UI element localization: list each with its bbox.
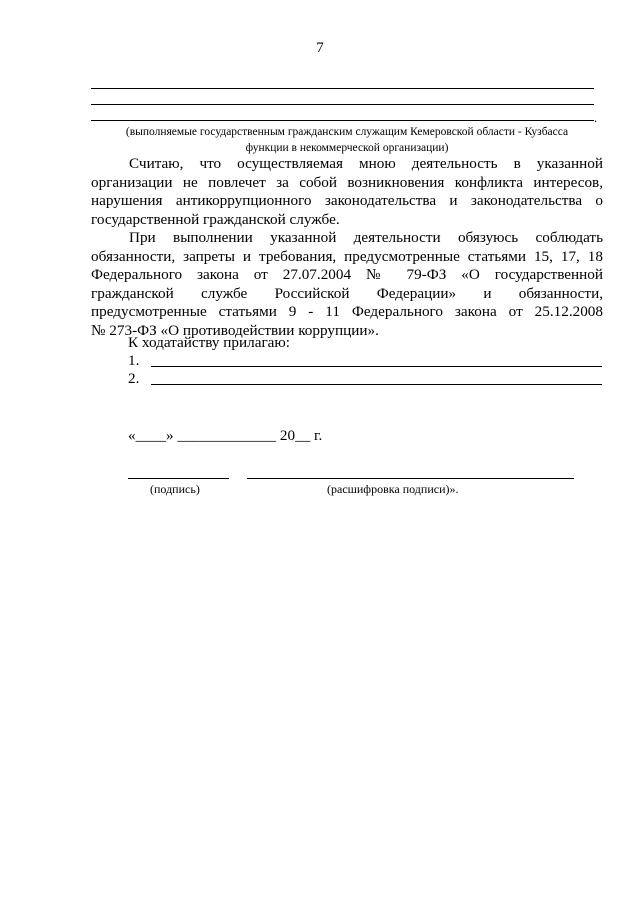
paragraph-line: гражданской службе Российской Федерации» и обязанности, xyxy=(91,284,603,302)
paragraph-conflict-statement xyxy=(91,155,603,229)
paragraph-line: Федерального закона от 27.07.2004 № 79-ФЗ «О государственной xyxy=(91,266,603,284)
paragraph-line: Считаю, что осуществляемая мною деятельность в указанной xyxy=(129,155,603,172)
page-number: 7 xyxy=(316,40,324,56)
caption-line-1: (выполняемые государственным гражданским служащим Кемеровской области - Кузбасса xyxy=(125,126,569,138)
paragraph-line: организации не повлечет за собой возникновения конфликта интересов, xyxy=(91,173,603,191)
paragraph-line: нарушения антикоррупционного законодательства и законодательства о xyxy=(91,192,603,210)
paragraph-line: государственной гражданской службе. xyxy=(91,210,340,228)
attachment-number-2: 2. xyxy=(128,370,140,387)
date-field[interactable]: «____» _____________ 20__ г. xyxy=(128,427,323,444)
caption-line-2: функции в некоммерческой организации) xyxy=(245,142,449,154)
signature-decode-caption: (расшифровка подписи)». xyxy=(327,482,459,496)
line-end-period: . xyxy=(594,110,598,125)
fill-in-line-2[interactable] xyxy=(91,104,594,105)
paragraph-line: обязанности, запреты и требования, предусмотренные статьями 15, 17, 18 xyxy=(91,247,603,265)
signature-caption: (подпись) xyxy=(150,482,200,496)
attachment-field-1[interactable] xyxy=(151,366,602,367)
fill-in-line-3[interactable] xyxy=(91,120,594,121)
paragraph-line: № 273-ФЗ «О противодействии коррупции». xyxy=(91,321,379,339)
fill-in-line-1[interactable] xyxy=(91,88,594,89)
attachment-field-2[interactable] xyxy=(151,384,602,385)
signature-field[interactable] xyxy=(128,478,229,479)
paragraph-obligations xyxy=(91,229,603,341)
paragraph-line: предусмотренные статьями 9 - 11 Федерального закона от 25.12.2008 xyxy=(91,303,603,321)
activity-caption xyxy=(91,124,603,156)
attachments-label: К ходатайству прилагаю: xyxy=(128,334,290,351)
signature-decode-field[interactable] xyxy=(247,478,574,479)
paragraph-line: При выполнении указанной деятельности обязуюсь соблюдать xyxy=(129,229,603,246)
attachment-number-1: 1. xyxy=(128,352,140,369)
